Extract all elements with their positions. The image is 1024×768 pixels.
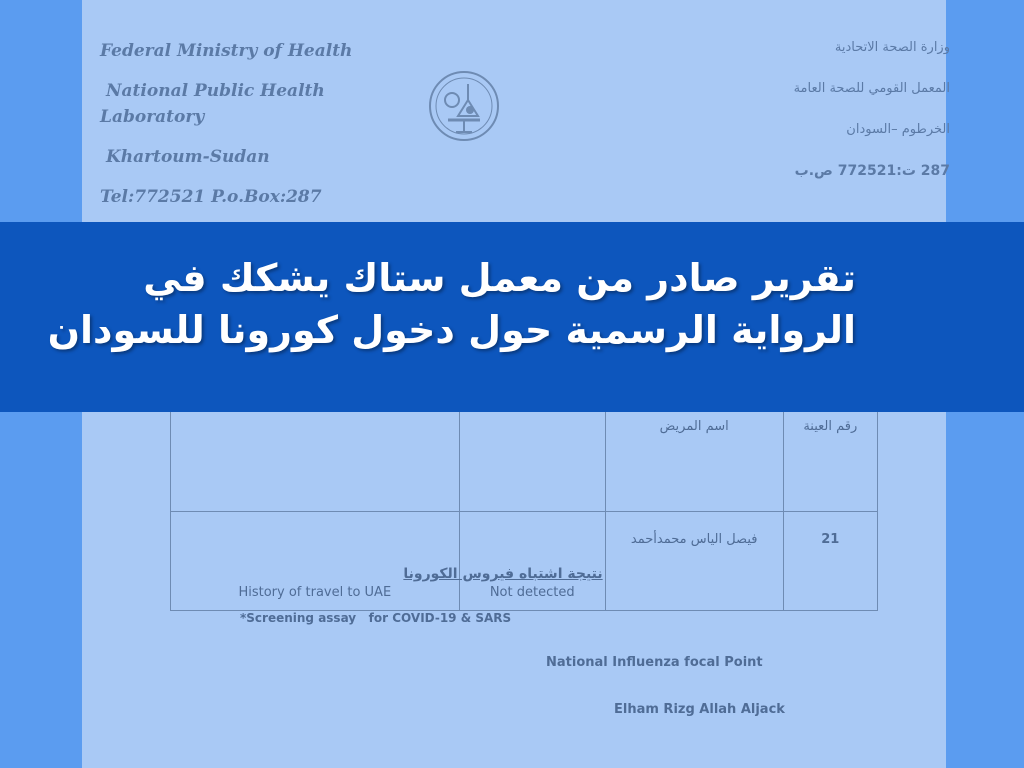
lab-emblem-icon <box>428 70 500 142</box>
arabic-letterhead <box>690 38 950 202</box>
headline-line-1: تقرير صادر من معمل ستاك يشكك في <box>143 256 856 300</box>
headline-line-2: الرواية الرسمية حول دخول كورونا للسودان <box>47 308 856 352</box>
header-cell-sample-number: رقم العينة <box>783 393 877 512</box>
english-letterhead <box>100 38 400 210</box>
assay-note: *Screening assay for COVID-19 & SARS <box>240 611 512 625</box>
cell-patient-name: فيصل الياس محمدأحمد <box>605 512 783 611</box>
cell-sample-number: 21 <box>783 512 877 611</box>
cell-notes: History of travel to UAE <box>171 512 460 611</box>
contact-en: Tel:772521 P.o.Box:287 <box>100 187 322 207</box>
ministry-name-ar: وزارة الصحة الاتحادية <box>834 40 950 55</box>
suspect-heading: نتيجة اشتباه فيروس الكورونا <box>403 566 603 582</box>
city-en: Khartoum-Sudan <box>106 147 270 167</box>
lab-name-ar: المعمل القومي للصحة العامة <box>793 81 950 96</box>
header-cell-patient-name: اسم المريض <box>605 393 783 512</box>
table-row <box>171 512 878 611</box>
lab-name-en-line2: Laboratory <box>100 107 205 127</box>
ministry-name-en: Federal Ministry of Health <box>100 41 353 61</box>
headline-title <box>47 252 856 356</box>
signer-name: Elham Rizg Allah Aljack <box>614 702 785 717</box>
lab-name-en-line1: National Public Health <box>106 81 325 101</box>
city-ar: الخرطوم –السودان <box>846 122 950 137</box>
cell-result: Not detected <box>459 512 605 611</box>
focal-point-title: National Influenza focal Point <box>546 655 763 670</box>
contact-ar: 287 ت:772521 ص.ب <box>794 163 950 179</box>
